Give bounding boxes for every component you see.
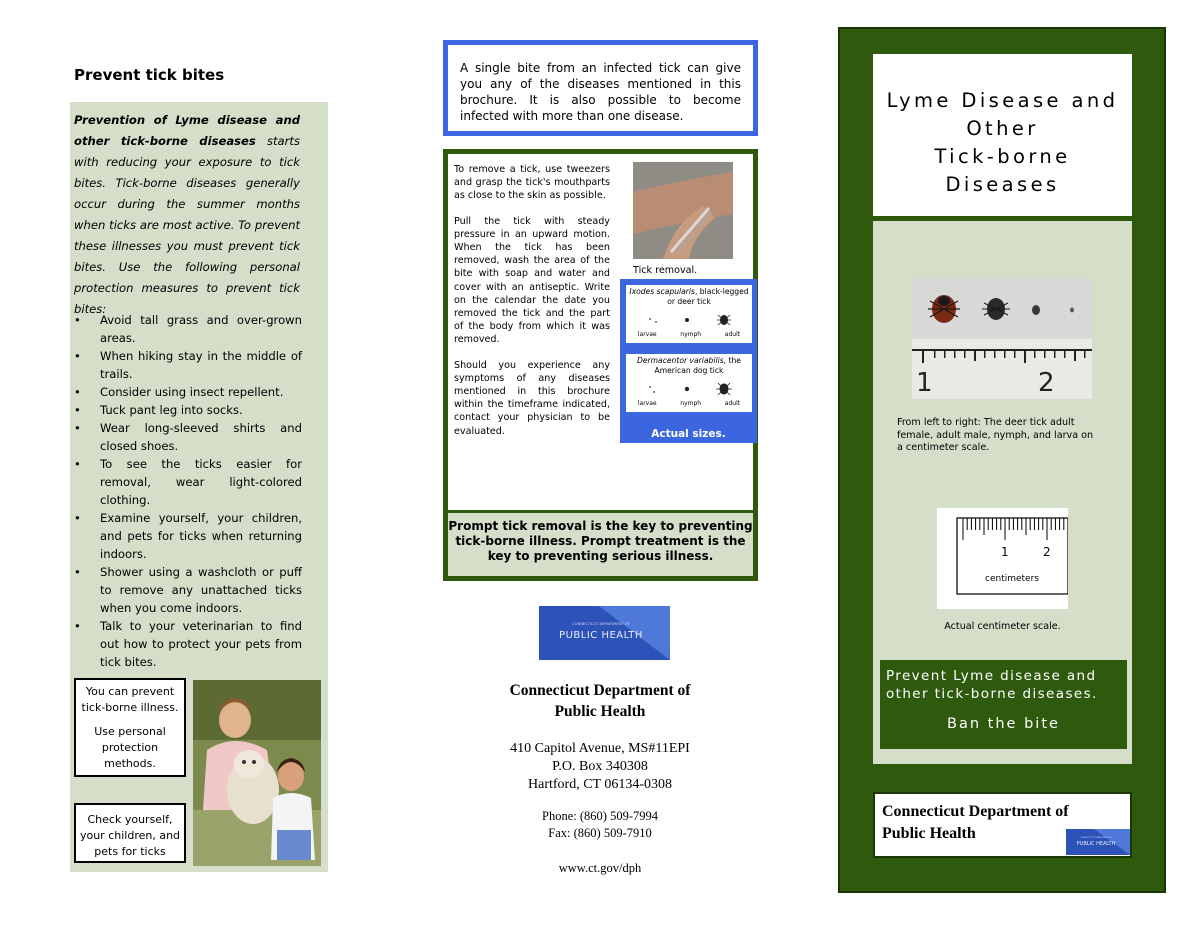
logo-small-text: CONNECTICUT DEPARTMENT OF — [1080, 837, 1112, 839]
species-card-dog-tick — [626, 354, 752, 412]
family-dog-photo — [193, 680, 321, 866]
list-item: • Tuck pant leg into socks. — [74, 401, 302, 419]
website-link[interactable]: www.ct.gov/dph — [558, 861, 642, 875]
stage-label: nymph — [680, 400, 702, 407]
slogan-text: Prevent Lyme disease and other tick-borne diseases. — [886, 668, 1098, 702]
ticks-photo-caption: From left to right: The deer tick adult female, adult male, nymph, and larva on a centimeter scale. — [897, 417, 1094, 453]
logo-big-text: PUBLIC HEALTH — [1076, 841, 1116, 847]
stage-label: larvae — [637, 331, 657, 338]
org-name: Connecticut Department of Public Health — [509, 682, 691, 720]
list-item: • Talk to your veterinarian to find out how to protect your pets from tick bites. — [74, 617, 302, 671]
intro-bold: Prevention of Lyme disease and other tick-borne diseases — [74, 113, 300, 148]
list-item: • Examine yourself, your children, and pets for ticks when returning indoors. — [74, 509, 302, 563]
list-item: • Consider using insect repellent. — [74, 383, 302, 401]
dept-line: Public Health — [882, 825, 976, 842]
section-heading: Prevent tick bites — [74, 66, 225, 84]
prevention-list — [74, 311, 302, 671]
removal-paragraph: To remove a tick, use tweezers and grasp the tick's mouthparts as close to the skin as possible. — [454, 164, 610, 202]
species-card-deer-tick — [626, 285, 752, 343]
note-line: You can prevent tick-borne illness. — [81, 685, 179, 714]
stage-label: nymph — [680, 331, 702, 338]
stage-label: adult — [724, 331, 741, 338]
check-note — [74, 803, 186, 863]
dept-line: Connecticut Department of — [882, 803, 1069, 820]
tick-size-row — [626, 378, 752, 400]
removal-instructions — [454, 163, 610, 450]
photo-caption: Tick removal. — [633, 265, 698, 276]
list-item: • When hiking stay in the middle of trails. — [74, 347, 302, 383]
sizes-caption: Actual sizes. — [651, 428, 726, 440]
prevention-note — [74, 678, 186, 777]
stage-label: larvae — [637, 400, 657, 407]
logo-small-text: CONNECTICUT DEPARTMENT OF — [572, 622, 630, 626]
dph-logo — [539, 606, 670, 660]
infection-callout: A single bite from an infected tick can give you any of the diseases mentioned in this brochure. It is also possible to become infected with more than one disease. — [443, 40, 758, 136]
slogan-box — [880, 660, 1127, 749]
photo-ruler-label: 2 — [1038, 368, 1055, 398]
list-item: • To see the ticks easier for removal, wear light-colored clothing. — [74, 455, 302, 509]
removal-paragraph: Pull the tick with steady pressure in an upward motion. When the tick has been removed, wash the area of the bite with soap and water and cover with an antiseptic. Write on the calendar the date you removed the tick and the part of the body from which it was removed. — [454, 215, 610, 346]
cover-title: Lyme Disease and Other Tick-borne Diseases — [873, 54, 1132, 216]
ruler-label: 1 — [1001, 545, 1009, 559]
list-item: • Shower using a washcloth or puff to remove any unattached ticks when you come indoors. — [74, 563, 302, 617]
note-line: Use personal protection methods. — [94, 725, 166, 770]
tick-removal-photo — [633, 162, 733, 259]
contact-numbers: Phone: (860) 509-7994 Fax: (860) 509-7910 — [542, 809, 658, 840]
tick-size-row — [626, 309, 752, 331]
removal-key-message: Prompt tick removal is the key to preventing tick-borne illness. Prompt treatment is the key to preventing serious illness. — [448, 510, 753, 576]
photo-ruler-label: 1 — [916, 368, 933, 398]
ruler-label: 2 — [1043, 545, 1051, 559]
centimeter-ruler — [937, 508, 1068, 609]
note-line: Check yourself, your children, and pets for ticks — [79, 813, 181, 858]
stage-label: adult — [724, 400, 741, 407]
stage-labels — [626, 330, 752, 340]
ban-the-bite: Ban the bite — [947, 716, 1060, 732]
list-item: • Avoid tall grass and over-grown areas. — [74, 311, 302, 347]
intro-text: starts with reducing your exposure to tick bites. Tick-borne diseases generally occur during the summer months when ticks are most active. To prevent these illnesses you must prevent tick bites. Use the following personal protection measures to prevent tick bites: — [74, 134, 300, 316]
species-label: Ixodes scapularis, black-legged or deer tick — [629, 287, 749, 306]
intro-paragraph — [74, 110, 300, 320]
logo-big-text: PUBLIC HEALTH — [559, 630, 643, 641]
mailing-address: 410 Capitol Avenue, MS#11EPI P.O. Box 340308 Hartford, CT 06134-0308 — [510, 741, 690, 792]
species-label: Dermacentor variabilis, the American dog tick — [637, 356, 741, 375]
list-item: • Wear long-sleeved shirts and closed shoes. — [74, 419, 302, 455]
stage-labels — [626, 399, 752, 409]
ticks-on-ruler-photo — [912, 279, 1092, 399]
ruler-unit: centimeters — [985, 574, 1039, 584]
removal-paragraph: Should you experience any symptoms of any diseases mentioned in this brochure within the timeframe indicated, contact your physician to be evaluated. — [454, 359, 610, 437]
ruler-caption: Actual centimeter scale. — [944, 621, 1061, 632]
dph-logo-small — [1066, 829, 1130, 855]
